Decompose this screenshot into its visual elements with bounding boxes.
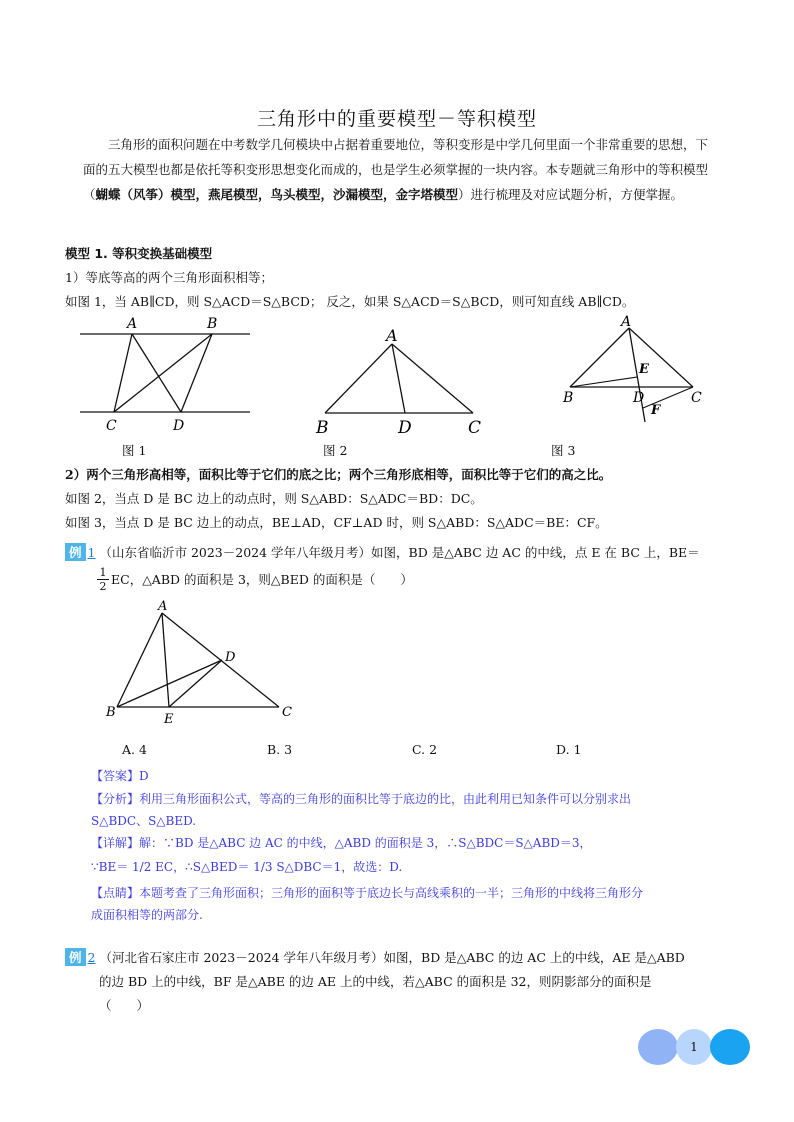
- ex1-label-e: E: [164, 712, 174, 727]
- example1-comment-1: 【点睛】本题考查了三角形面积；三角形的面积等于底边长与高线乘积的一半；三角形的中线将三角形分: [91, 886, 644, 900]
- model1-point2-text: 2）两个三角形高相等，面积比等于它们的底之比；两个三角形底相等，面积比等于它们的高之比。: [65, 467, 612, 482]
- example1-option-a: A. 4: [122, 742, 147, 757]
- figure-1: [75, 312, 255, 440]
- fig2-label-a: A: [386, 326, 398, 345]
- fig1-label-b: B: [207, 316, 218, 332]
- ex1-label-a: A: [158, 599, 168, 614]
- figure-3: [555, 310, 715, 430]
- example1-line2: EC，△ABD 的面积是 3，则△BED 的面积是（ ）: [111, 572, 413, 587]
- example2-num: 2: [87, 950, 96, 965]
- fig1-label-a: A: [127, 316, 138, 332]
- example2-line2: 的边 BD 上的中线，BF 是△ABE 的边 AE 上的中线，若△ABC 的面积是 32，则阴影部分的面积是: [99, 974, 652, 989]
- fig3-label-a: A: [621, 314, 632, 330]
- page-title: 三角形中的重要模型－等积模型: [256, 108, 537, 130]
- fig3-label-f: F: [651, 403, 661, 418]
- ex1-label-b: B: [106, 705, 116, 720]
- example1-detail-1: 【详解】解：∵BD 是△ABC 边 AC 的中线，△ABD 的面积是 3，∴S△BDC＝S△ABD＝3，: [91, 836, 592, 850]
- fig1-label-d: D: [173, 418, 185, 434]
- footer-oval-left: [638, 1029, 678, 1065]
- figure-2: [310, 322, 490, 440]
- example1-answer: 【答案】D: [91, 769, 149, 783]
- example1-tag: 例: [65, 543, 86, 561]
- fig3-label-e: E: [639, 362, 649, 377]
- example1-figure: [100, 595, 300, 730]
- model1-point2-fig2: 如图 2，当点 D 是 BC 边上的动点时，则 S△ABD：S△ADC＝BD：DC。: [65, 491, 483, 506]
- footer-oval-right: [710, 1029, 750, 1065]
- example1-fraction: [97, 566, 109, 593]
- example1-option-b: B. 3: [267, 742, 293, 757]
- intro-part1: 三角形的面积问题在中考数学几何模块中占据着重要地位，等积变形是中学几何里面一个非常重要的思想，下面的五大模型也都是依托等积变形思想变化而成的，也是学生必须掌握的一块内容。本专题就三角形中的等积模型（: [83, 137, 709, 202]
- example1-comment-2: 成面积相等的两部分.: [91, 908, 203, 922]
- model1-point1: 1）等底等高的两个三角形面积相等；: [65, 270, 273, 285]
- intro-part2: ）进行梳理及对应试题分析，方便掌握。: [458, 187, 684, 202]
- intro-paragraph: [83, 132, 719, 207]
- example2-tag: 例: [65, 948, 86, 966]
- fig3-label-d: D: [633, 390, 645, 406]
- intro-models: 蝴蝶（风筝）模型，燕尾模型，鸟头模型，沙漏模型，金字塔模型: [95, 187, 459, 202]
- fig2-label-d: D: [398, 418, 412, 438]
- example1-analysis-2: S△BDC、S△BED.: [91, 814, 197, 828]
- example1-line1: [65, 543, 745, 561]
- example1-text1: （山东省临沂市 2023－2024 学年八年级月考）如图，BD 是△ABC 边 AC 的中线，点 E 在 BC 上，BE＝: [99, 545, 700, 560]
- example2-line3: （ ）: [99, 998, 150, 1013]
- fig3-label-b: B: [563, 390, 574, 406]
- fig1-label-c: C: [106, 418, 117, 434]
- example2-text1: （河北省石家庄市 2023－2024 学年八年级月考）如图，BD 是△ABC 的边 AC 上的中线，AE 是△ABD: [99, 950, 685, 965]
- example1-analysis-1: 【分析】利用三角形面积公式，等高的三角形的面积比等于底边的比，由此利用已知条件可以分别求出: [91, 792, 632, 806]
- model1-heading: 模型 1. 等积变换基础模型: [65, 246, 213, 261]
- ex1-label-d: D: [225, 650, 236, 665]
- example1-detail-2: ∵BE＝ 1/2 EC，∴S△BED＝ 1/3 S△DBC＝1，故选：D.: [91, 860, 403, 874]
- figure-2-caption: 图 2: [323, 443, 348, 458]
- model1-point2-fig3: 如图 3，当点 D 是 BC 边上的动点，BE⊥AD，CF⊥AD 时，则 S△ABD：S△ADC＝BE：CF。: [65, 515, 608, 530]
- example1-option-d: D. 1: [556, 742, 582, 757]
- example1-num: 1: [87, 545, 96, 560]
- example1-frac-den: 2: [99, 580, 107, 593]
- model1-point1-example: 如图 1，当 AB∥CD，则 S△ACD＝S△BCD； 反之，如果 S△ACD＝S△BCD，则可知直线 AB∥CD。: [65, 294, 635, 309]
- figure-1-caption: 图 1: [122, 443, 147, 458]
- fig2-label-c: C: [468, 418, 482, 438]
- page-number: 1: [676, 1029, 712, 1065]
- figure-3-caption: 图 3: [551, 443, 576, 458]
- fig3-label-c: C: [691, 390, 702, 406]
- model1-point2: [65, 465, 745, 483]
- fig2-label-b: B: [316, 418, 329, 438]
- example2-line1: [65, 948, 745, 966]
- ex1-label-c: C: [282, 705, 292, 720]
- example1-frac-num: 1: [97, 566, 109, 580]
- example1-option-c: C. 2: [412, 742, 438, 757]
